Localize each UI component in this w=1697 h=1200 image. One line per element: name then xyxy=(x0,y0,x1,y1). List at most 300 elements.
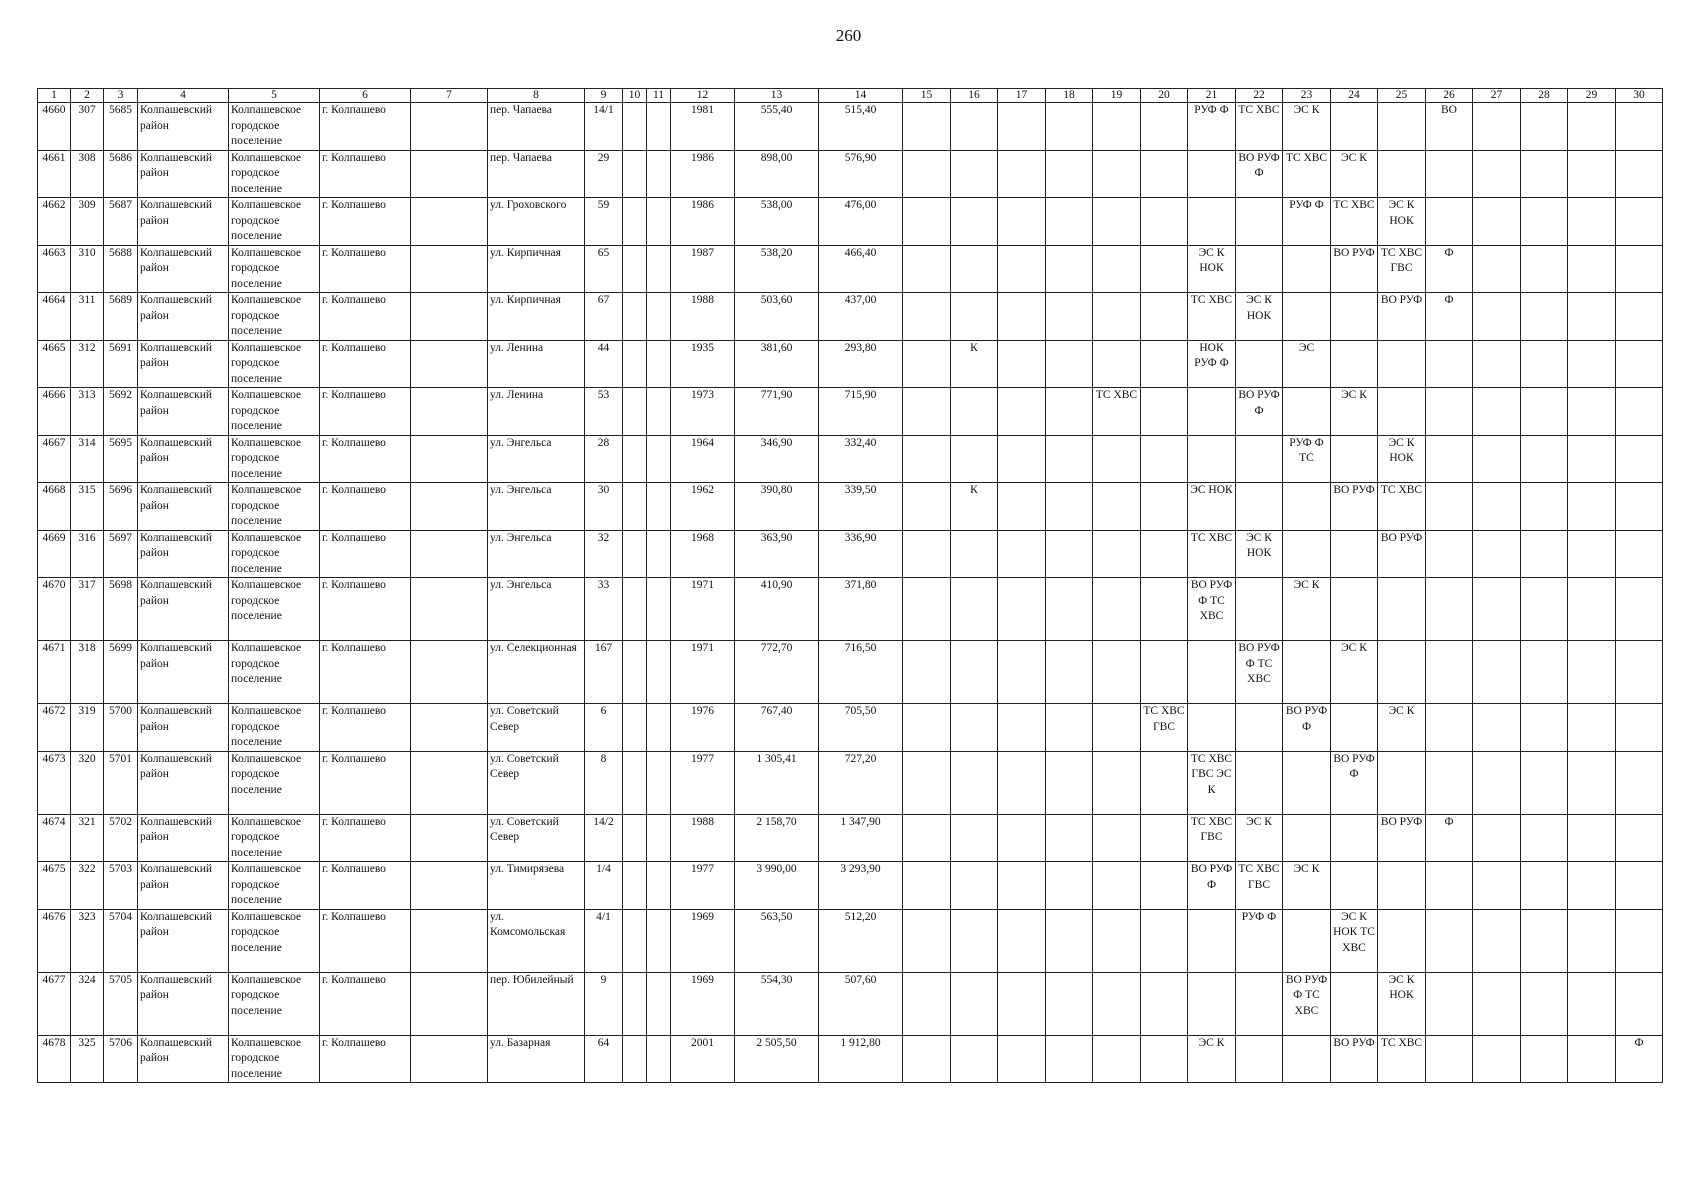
cell-col-22: ТС ХВС xyxy=(1236,103,1283,151)
cell-col-29 xyxy=(1568,388,1616,436)
cell-col-15 xyxy=(903,814,951,862)
cell-col-2: 310 xyxy=(71,245,104,293)
cell-col-21: РУФ Ф xyxy=(1188,103,1236,151)
cell-col-28 xyxy=(1521,103,1568,151)
cell-col-28 xyxy=(1521,972,1568,1035)
cell-col-12: 1977 xyxy=(671,751,735,814)
cell-col-2: 323 xyxy=(71,909,104,972)
cell-col-24 xyxy=(1331,293,1378,341)
cell-col-24 xyxy=(1331,862,1378,910)
table-row xyxy=(38,814,1663,862)
cell-col-23: ВО РУФ Ф ТС ХВС xyxy=(1283,972,1331,1035)
cell-col-17 xyxy=(998,388,1046,436)
cell-col-10 xyxy=(623,293,647,341)
cell-col-4: Колпашевский район xyxy=(138,972,229,1035)
column-header-24: 24 xyxy=(1331,89,1378,103)
cell-col-26: Ф xyxy=(1426,245,1473,293)
cell-col-10 xyxy=(623,862,647,910)
cell-col-25: ТС ХВС ГВС xyxy=(1378,245,1426,293)
cell-col-2: 315 xyxy=(71,483,104,531)
cell-col-17 xyxy=(998,293,1046,341)
cell-col-16: К xyxy=(951,483,998,531)
cell-col-7 xyxy=(411,198,488,246)
cell-col-27 xyxy=(1473,245,1521,293)
cell-col-12: 1986 xyxy=(671,150,735,198)
cell-col-22: ВО РУФ Ф ТС ХВС xyxy=(1236,641,1283,704)
cell-col-12: 1968 xyxy=(671,530,735,578)
cell-col-25: ТС ХВС xyxy=(1378,1035,1426,1083)
cell-col-24 xyxy=(1331,435,1378,483)
table-row xyxy=(38,340,1663,388)
cell-col-12: 1962 xyxy=(671,483,735,531)
cell-col-14: 512,20 xyxy=(819,909,903,972)
cell-col-15 xyxy=(903,483,951,531)
cell-col-1: 4669 xyxy=(38,530,71,578)
table-row xyxy=(38,862,1663,910)
cell-col-23 xyxy=(1283,388,1331,436)
cell-col-15 xyxy=(903,909,951,972)
column-header-10: 10 xyxy=(623,89,647,103)
cell-col-23 xyxy=(1283,245,1331,293)
cell-col-13: 554,30 xyxy=(735,972,819,1035)
cell-col-15 xyxy=(903,751,951,814)
cell-col-17 xyxy=(998,641,1046,704)
cell-col-9: 14/1 xyxy=(585,103,623,151)
cell-col-9: 29 xyxy=(585,150,623,198)
cell-col-11 xyxy=(647,1035,671,1083)
cell-col-22: ТС ХВС ГВС xyxy=(1236,862,1283,910)
cell-col-9: 33 xyxy=(585,578,623,641)
cell-col-5: Колпашевское городское поселение xyxy=(229,198,320,246)
cell-col-20 xyxy=(1141,972,1188,1035)
cell-col-29 xyxy=(1568,862,1616,910)
cell-col-6: г. Колпашево xyxy=(320,814,411,862)
cell-col-8: ул. Тимирязева xyxy=(488,862,585,910)
cell-col-16 xyxy=(951,103,998,151)
cell-col-5: Колпашевское городское поселение xyxy=(229,641,320,704)
cell-col-9: 14/2 xyxy=(585,814,623,862)
cell-col-3: 5689 xyxy=(104,293,138,341)
cell-col-4: Колпашевский район xyxy=(138,751,229,814)
cell-col-30 xyxy=(1616,388,1663,436)
cell-col-16: К xyxy=(951,340,998,388)
page-number: 260 xyxy=(835,26,862,45)
cell-col-19 xyxy=(1093,972,1141,1035)
cell-col-8: ул. Советский Север xyxy=(488,704,585,752)
cell-col-25: ВО РУФ xyxy=(1378,293,1426,341)
cell-col-8: ул. Энгельса xyxy=(488,530,585,578)
cell-col-6: г. Колпашево xyxy=(320,103,411,151)
cell-col-14: 705,50 xyxy=(819,704,903,752)
cell-col-30 xyxy=(1616,704,1663,752)
cell-col-29 xyxy=(1568,103,1616,151)
cell-col-30 xyxy=(1616,751,1663,814)
cell-col-17 xyxy=(998,245,1046,293)
cell-col-26 xyxy=(1426,198,1473,246)
cell-col-23: ТС ХВС xyxy=(1283,150,1331,198)
cell-col-14: 507,60 xyxy=(819,972,903,1035)
cell-col-5: Колпашевское городское поселение xyxy=(229,1035,320,1083)
cell-col-6: г. Колпашево xyxy=(320,340,411,388)
cell-col-14: 339,50 xyxy=(819,483,903,531)
column-header-4: 4 xyxy=(138,89,229,103)
cell-col-10 xyxy=(623,150,647,198)
cell-col-4: Колпашевский район xyxy=(138,483,229,531)
cell-col-25 xyxy=(1378,578,1426,641)
cell-col-17 xyxy=(998,862,1046,910)
cell-col-2: 324 xyxy=(71,972,104,1035)
cell-col-17 xyxy=(998,751,1046,814)
cell-col-26 xyxy=(1426,435,1473,483)
cell-col-21: ТС ХВС xyxy=(1188,293,1236,341)
cell-col-19 xyxy=(1093,578,1141,641)
cell-col-11 xyxy=(647,293,671,341)
cell-col-4: Колпашевский район xyxy=(138,862,229,910)
cell-col-11 xyxy=(647,103,671,151)
cell-col-26 xyxy=(1426,530,1473,578)
cell-col-23: ЭС xyxy=(1283,340,1331,388)
cell-col-20 xyxy=(1141,909,1188,972)
cell-col-30 xyxy=(1616,340,1663,388)
cell-col-27 xyxy=(1473,862,1521,910)
column-header-20: 20 xyxy=(1141,89,1188,103)
cell-col-9: 8 xyxy=(585,751,623,814)
cell-col-26 xyxy=(1426,972,1473,1035)
cell-col-10 xyxy=(623,530,647,578)
cell-col-25 xyxy=(1378,641,1426,704)
cell-col-23 xyxy=(1283,641,1331,704)
cell-col-2: 322 xyxy=(71,862,104,910)
cell-col-20 xyxy=(1141,751,1188,814)
cell-col-14: 293,80 xyxy=(819,340,903,388)
cell-col-10 xyxy=(623,751,647,814)
cell-col-21: ТС ХВС ГВС ЭС К xyxy=(1188,751,1236,814)
cell-col-25 xyxy=(1378,751,1426,814)
cell-col-14: 716,50 xyxy=(819,641,903,704)
cell-col-21: ЭС НОК xyxy=(1188,483,1236,531)
cell-col-8: пер. Чапаева xyxy=(488,150,585,198)
cell-col-18 xyxy=(1046,578,1093,641)
column-header-28: 28 xyxy=(1521,89,1568,103)
table-body xyxy=(38,103,1663,1083)
cell-col-27 xyxy=(1473,435,1521,483)
cell-col-24: ЭС К xyxy=(1331,150,1378,198)
cell-col-2: 308 xyxy=(71,150,104,198)
cell-col-27 xyxy=(1473,909,1521,972)
cell-col-4: Колпашевский район xyxy=(138,150,229,198)
cell-col-13: 363,90 xyxy=(735,530,819,578)
cell-col-16 xyxy=(951,751,998,814)
cell-col-5: Колпашевское городское поселение xyxy=(229,972,320,1035)
cell-col-5: Колпашевское городское поселение xyxy=(229,862,320,910)
cell-col-27 xyxy=(1473,483,1521,531)
cell-col-3: 5688 xyxy=(104,245,138,293)
cell-col-29 xyxy=(1568,245,1616,293)
cell-col-7 xyxy=(411,1035,488,1083)
cell-col-1: 4668 xyxy=(38,483,71,531)
cell-col-8: ул. Базарная xyxy=(488,1035,585,1083)
column-header-16: 16 xyxy=(951,89,998,103)
cell-col-17 xyxy=(998,704,1046,752)
cell-col-1: 4677 xyxy=(38,972,71,1035)
table-row xyxy=(38,909,1663,972)
cell-col-29 xyxy=(1568,340,1616,388)
column-header-15: 15 xyxy=(903,89,951,103)
cell-col-6: г. Колпашево xyxy=(320,198,411,246)
cell-col-20 xyxy=(1141,862,1188,910)
column-header-1: 1 xyxy=(38,89,71,103)
cell-col-18 xyxy=(1046,150,1093,198)
cell-col-2: 320 xyxy=(71,751,104,814)
cell-col-29 xyxy=(1568,435,1616,483)
cell-col-21: ТС ХВС ГВС xyxy=(1188,814,1236,862)
cell-col-15 xyxy=(903,103,951,151)
table-row xyxy=(38,1035,1663,1083)
cell-col-18 xyxy=(1046,972,1093,1035)
cell-col-3: 5685 xyxy=(104,103,138,151)
cell-col-21 xyxy=(1188,641,1236,704)
cell-col-9: 59 xyxy=(585,198,623,246)
cell-col-4: Колпашевский район xyxy=(138,293,229,341)
cell-col-22 xyxy=(1236,751,1283,814)
cell-col-24 xyxy=(1331,578,1378,641)
column-header-29: 29 xyxy=(1568,89,1616,103)
column-header-13: 13 xyxy=(735,89,819,103)
cell-col-13: 2 158,70 xyxy=(735,814,819,862)
cell-col-25 xyxy=(1378,388,1426,436)
cell-col-21 xyxy=(1188,972,1236,1035)
cell-col-13: 390,80 xyxy=(735,483,819,531)
cell-col-10 xyxy=(623,704,647,752)
cell-col-12: 2001 xyxy=(671,1035,735,1083)
cell-col-13: 346,90 xyxy=(735,435,819,483)
cell-col-27 xyxy=(1473,704,1521,752)
cell-col-8: ул. Ленина xyxy=(488,388,585,436)
cell-col-25: ЭС К НОК xyxy=(1378,435,1426,483)
cell-col-27 xyxy=(1473,1035,1521,1083)
cell-col-26: Ф xyxy=(1426,293,1473,341)
cell-col-23 xyxy=(1283,293,1331,341)
cell-col-1: 4675 xyxy=(38,862,71,910)
cell-col-7 xyxy=(411,388,488,436)
cell-col-13: 538,20 xyxy=(735,245,819,293)
column-header-5: 5 xyxy=(229,89,320,103)
cell-col-3: 5687 xyxy=(104,198,138,246)
cell-col-22 xyxy=(1236,1035,1283,1083)
cell-col-10 xyxy=(623,483,647,531)
table-row xyxy=(38,103,1663,151)
cell-col-17 xyxy=(998,340,1046,388)
column-header-6: 6 xyxy=(320,89,411,103)
cell-col-29 xyxy=(1568,293,1616,341)
cell-col-13: 555,40 xyxy=(735,103,819,151)
cell-col-3: 5695 xyxy=(104,435,138,483)
cell-col-13: 1 305,41 xyxy=(735,751,819,814)
column-header-25: 25 xyxy=(1378,89,1426,103)
cell-col-20 xyxy=(1141,1035,1188,1083)
cell-col-12: 1976 xyxy=(671,704,735,752)
cell-col-16 xyxy=(951,909,998,972)
cell-col-18 xyxy=(1046,293,1093,341)
cell-col-7 xyxy=(411,972,488,1035)
cell-col-26 xyxy=(1426,483,1473,531)
cell-col-11 xyxy=(647,150,671,198)
cell-col-4: Колпашевский район xyxy=(138,641,229,704)
cell-col-17 xyxy=(998,198,1046,246)
cell-col-17 xyxy=(998,103,1046,151)
cell-col-27 xyxy=(1473,972,1521,1035)
cell-col-28 xyxy=(1521,340,1568,388)
cell-col-19 xyxy=(1093,435,1141,483)
cell-col-1: 4661 xyxy=(38,150,71,198)
cell-col-20 xyxy=(1141,530,1188,578)
cell-col-5: Колпашевское городское поселение xyxy=(229,245,320,293)
cell-col-30 xyxy=(1616,972,1663,1035)
cell-col-23: ВО РУФ Ф xyxy=(1283,704,1331,752)
cell-col-5: Колпашевское городское поселение xyxy=(229,103,320,151)
cell-col-8: ул. Энгельса xyxy=(488,483,585,531)
cell-col-17 xyxy=(998,1035,1046,1083)
cell-col-17 xyxy=(998,972,1046,1035)
cell-col-25 xyxy=(1378,150,1426,198)
table-row xyxy=(38,578,1663,641)
cell-col-2: 309 xyxy=(71,198,104,246)
cell-col-3: 5691 xyxy=(104,340,138,388)
cell-col-4: Колпашевский район xyxy=(138,198,229,246)
cell-col-30 xyxy=(1616,578,1663,641)
cell-col-21 xyxy=(1188,909,1236,972)
cell-col-11 xyxy=(647,909,671,972)
cell-col-22 xyxy=(1236,483,1283,531)
cell-col-4: Колпашевский район xyxy=(138,340,229,388)
cell-col-11 xyxy=(647,483,671,531)
cell-col-1: 4671 xyxy=(38,641,71,704)
cell-col-29 xyxy=(1568,530,1616,578)
cell-col-4: Колпашевский район xyxy=(138,704,229,752)
cell-col-7 xyxy=(411,340,488,388)
cell-col-28 xyxy=(1521,704,1568,752)
cell-col-27 xyxy=(1473,641,1521,704)
cell-col-9: 64 xyxy=(585,1035,623,1083)
cell-col-19 xyxy=(1093,814,1141,862)
cell-col-20 xyxy=(1141,293,1188,341)
cell-col-26: Ф xyxy=(1426,814,1473,862)
cell-col-11 xyxy=(647,435,671,483)
cell-col-27 xyxy=(1473,814,1521,862)
cell-col-29 xyxy=(1568,150,1616,198)
cell-col-21 xyxy=(1188,704,1236,752)
cell-col-29 xyxy=(1568,578,1616,641)
cell-col-3: 5703 xyxy=(104,862,138,910)
cell-col-25 xyxy=(1378,909,1426,972)
cell-col-14: 466,40 xyxy=(819,245,903,293)
column-header-7: 7 xyxy=(411,89,488,103)
cell-col-3: 5698 xyxy=(104,578,138,641)
cell-col-27 xyxy=(1473,530,1521,578)
cell-col-23 xyxy=(1283,483,1331,531)
cell-col-16 xyxy=(951,293,998,341)
column-header-14: 14 xyxy=(819,89,903,103)
cell-col-8: ул. Энгельса xyxy=(488,435,585,483)
cell-col-8: ул. Комсомольская xyxy=(488,909,585,972)
cell-col-20 xyxy=(1141,641,1188,704)
cell-col-22 xyxy=(1236,198,1283,246)
cell-col-14: 476,00 xyxy=(819,198,903,246)
cell-col-17 xyxy=(998,483,1046,531)
cell-col-26 xyxy=(1426,150,1473,198)
cell-col-3: 5692 xyxy=(104,388,138,436)
cell-col-3: 5706 xyxy=(104,1035,138,1083)
cell-col-10 xyxy=(623,435,647,483)
cell-col-1: 4667 xyxy=(38,435,71,483)
cell-col-19 xyxy=(1093,751,1141,814)
cell-col-15 xyxy=(903,435,951,483)
cell-col-6: г. Колпашево xyxy=(320,862,411,910)
cell-col-16 xyxy=(951,641,998,704)
cell-col-4: Колпашевский район xyxy=(138,103,229,151)
cell-col-20 xyxy=(1141,483,1188,531)
cell-col-19 xyxy=(1093,245,1141,293)
cell-col-15 xyxy=(903,150,951,198)
cell-col-30 xyxy=(1616,293,1663,341)
cell-col-23 xyxy=(1283,530,1331,578)
cell-col-23: РУФ Ф xyxy=(1283,198,1331,246)
cell-col-5: Колпашевское городское поселение xyxy=(229,814,320,862)
cell-col-5: Колпашевское городское поселение xyxy=(229,578,320,641)
cell-col-5: Колпашевское городское поселение xyxy=(229,340,320,388)
cell-col-11 xyxy=(647,245,671,293)
cell-col-12: 1969 xyxy=(671,909,735,972)
cell-col-6: г. Колпашево xyxy=(320,1035,411,1083)
cell-col-10 xyxy=(623,340,647,388)
cell-col-12: 1981 xyxy=(671,103,735,151)
cell-col-18 xyxy=(1046,704,1093,752)
cell-col-17 xyxy=(998,150,1046,198)
cell-col-14: 515,40 xyxy=(819,103,903,151)
column-header-27: 27 xyxy=(1473,89,1521,103)
cell-col-7 xyxy=(411,103,488,151)
cell-col-14: 727,20 xyxy=(819,751,903,814)
cell-col-15 xyxy=(903,340,951,388)
cell-col-26 xyxy=(1426,704,1473,752)
cell-col-2: 316 xyxy=(71,530,104,578)
cell-col-21: ВО РУФ Ф xyxy=(1188,862,1236,910)
cell-col-11 xyxy=(647,704,671,752)
cell-col-19 xyxy=(1093,862,1141,910)
cell-col-28 xyxy=(1521,578,1568,641)
cell-col-2: 321 xyxy=(71,814,104,862)
cell-col-27 xyxy=(1473,751,1521,814)
cell-col-4: Колпашевский район xyxy=(138,388,229,436)
cell-col-7 xyxy=(411,909,488,972)
cell-col-29 xyxy=(1568,198,1616,246)
cell-col-28 xyxy=(1521,435,1568,483)
cell-col-30 xyxy=(1616,814,1663,862)
cell-col-6: г. Колпашево xyxy=(320,704,411,752)
cell-col-14: 576,90 xyxy=(819,150,903,198)
cell-col-3: 5701 xyxy=(104,751,138,814)
cell-col-21: ВО РУФ Ф ТС ХВС xyxy=(1188,578,1236,641)
cell-col-22 xyxy=(1236,578,1283,641)
cell-col-16 xyxy=(951,1035,998,1083)
cell-col-3: 5697 xyxy=(104,530,138,578)
cell-col-18 xyxy=(1046,751,1093,814)
cell-col-7 xyxy=(411,435,488,483)
cell-col-23: ЭС К xyxy=(1283,578,1331,641)
cell-col-6: г. Колпашево xyxy=(320,150,411,198)
table-row xyxy=(38,388,1663,436)
table-row xyxy=(38,641,1663,704)
